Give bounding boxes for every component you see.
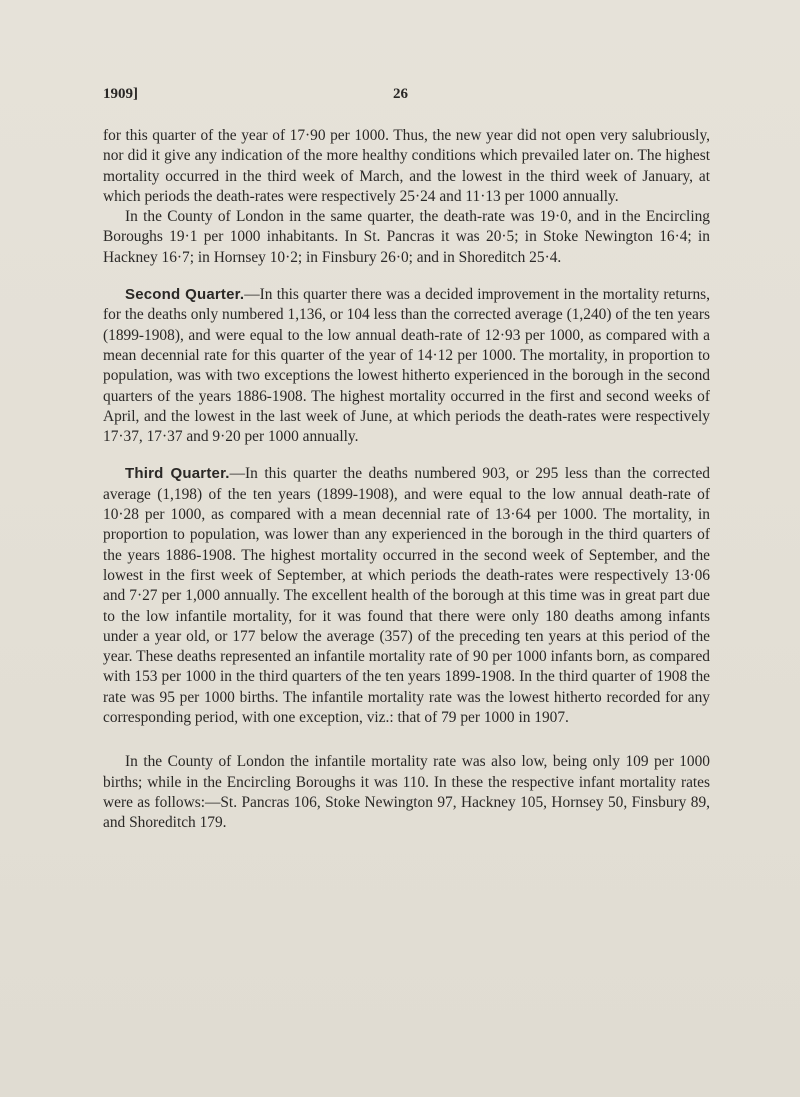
page-header (103, 86, 713, 110)
paragraph-second-quarter (103, 285, 710, 447)
header-year: 1909] (103, 86, 138, 102)
page-number: 26 (393, 86, 408, 102)
heading-second-quarter: Second Quarter. (125, 286, 245, 304)
paragraph-first-quarter-continued: for this quarter of the year of 17·90 per 1000. Thus, the new year did not open very salubriously, nor did it give any indication of the more healthy conditions which prevailed later on. The highest mortality occurred in the third week of March, and the lowest in the third week of January, at which periods the death-rates were respectively 25·24 and 11·13 per 1000 annually. (103, 127, 710, 205)
paragraph-third-quarter (103, 464, 710, 728)
text-second-quarter: —In this quarter there was a decided improvement in the mortality returns, for the deaths only numbered 1,136, or 104 less than the corrected average (1,240) of the ten years (1899-1908), and were equal to the low annual death-rate of 12·93 per 1000, as compared with a mean decennial rate for this quarter of the year of 14·12 per 1000. The mortality, in proportion to population, was with two exceptions the lowest hitherto experienced in the borough in the second quarters of the years 1886-1908. The highest mortality occurred in the first and second weeks of April, and the lowest in the last week of June, at which periods the death-rates were respectively 17·37, 17·37 and 9·20 per 1000 annually. (103, 286, 710, 446)
text-third-quarter: —In this quarter the deaths numbered 903, or 295 less than the corrected average (1,198) of the ten years (1899-1908), and were equal to the low annual death-rate of 10·28 per 1000, as compared with a mean decennial rate of 13·64 per 1000. The mortality, in proportion to population, was lower than any experienced in the borough in the third quarters of the years 1886-1908. The highest mortality occurred in the second week of September, and the lowest in the first week of September, at which periods the death-rates were respectively 13·06 and 7·27 per 1,000 annually. The excellent health of the borough at this time was in great part due to the low infantile mortality, for it was found that there were only 180 deaths among infants under a year old, or 177 below the average (357) of the preceding ten years at this period of the year. These deaths represented an infantile mortality rate of 90 per 1000 infants born, as compared with 153 per 1000 in the third quarters of the ten years 1899-1908. In the third quarter of 1908 the rate was 95 per 1000 births. The infantile mortality rate was the lowest hitherto recorded for any corresponding period, with one exception, viz.: that of 79 per 1000 in 1907. (103, 465, 710, 727)
document-body (103, 126, 710, 834)
paragraph-infant-mortality: In the County of London the infantile mortality rate was also low, being only 109 per 1000 births; while in the Encircling Boroughs it was 110. In these the respective infant mortality rates were as follows:—St. Pancras 106, Stoke Newington 97, Hackney 105, Hornsey 50, Finsbury 89, and Shoreditch 179. (103, 753, 710, 832)
heading-third-quarter: Third Quarter. (125, 465, 230, 483)
paragraph-county-comparison: In the County of London in the same quarter, the death-rate was 19·0, and in the Encircling Boroughs 19·1 per 1000 inhabitants. In St. Pancras it was 20·5; in Stoke Newington 16·4; in Hackney 16·7; in Hornsey 10·2; in Finsbury 26·0; and in Shoreditch 25·4. (103, 208, 710, 266)
